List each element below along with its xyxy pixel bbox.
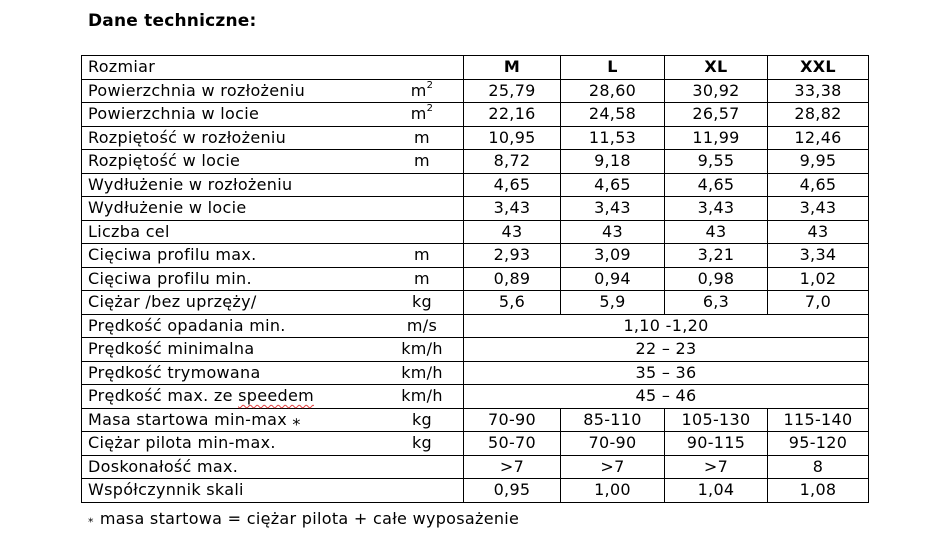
size-header-xxl: XXL — [768, 56, 869, 80]
table-row — [82, 150, 869, 174]
spellcheck-word: speedem — [238, 386, 314, 405]
value-cell-xxl: 3,34 — [768, 244, 869, 268]
value-cell-xxl: 1,08 — [768, 479, 869, 503]
unit-superscript: 2 — [426, 103, 434, 114]
param-unit: kg — [411, 409, 433, 429]
header-label: Rozmiar — [88, 57, 156, 76]
table-row — [82, 338, 869, 362]
value-cell-xl: 90-115 — [665, 432, 768, 456]
param-unit: $m^2$ — [410, 103, 434, 123]
value-cell-m: 8,72 — [464, 150, 561, 174]
param-label: Ciężar pilota min-max. — [88, 433, 276, 452]
param-label: Powierzchnia w rozłożeniu — [88, 80, 306, 100]
table-row — [82, 479, 869, 503]
value-cell-l: 28,60 — [561, 79, 665, 103]
param-label: Masa startowa min-max ⁎ — [88, 409, 301, 429]
table-row — [82, 103, 869, 127]
value-cell-l: 4,65 — [561, 173, 665, 197]
value-cell-xxl: 7,0 — [768, 291, 869, 315]
value-cell-xxl: 8 — [768, 455, 869, 479]
footnote — [88, 509, 519, 528]
value-cell-xl: 3,21 — [665, 244, 768, 268]
value-cell-m: 25,79 — [464, 79, 561, 103]
value-cell-xl: >7 — [665, 455, 768, 479]
param-name-cell — [82, 479, 464, 503]
param-name-cell — [82, 267, 464, 291]
table-row — [82, 432, 869, 456]
param-label: Wydłużenie w locie — [88, 198, 247, 217]
value-cell-xxl: 115-140 — [768, 408, 869, 432]
param-label: Cięciwa profilu max. — [88, 245, 257, 264]
param-label: Wydłużenie w rozłożeniu — [88, 174, 293, 194]
value-cell-m: 0,89 — [464, 267, 561, 291]
value-cell-l: 1,00 — [561, 479, 665, 503]
value-cell-m: 50-70 — [464, 432, 561, 456]
table-header-row — [82, 56, 869, 80]
value-cell-l: 70-90 — [561, 432, 665, 456]
value-cell-l: 43 — [561, 220, 665, 244]
param-unit: m — [414, 151, 430, 170]
value-cell-l: 9,18 — [561, 150, 665, 174]
param-label: Prędkość minimalna — [88, 339, 255, 358]
table-row — [82, 385, 869, 409]
table-row — [82, 455, 869, 479]
param-name-cell — [82, 361, 464, 385]
value-cell-m: 5,6 — [464, 291, 561, 315]
param-name-cell — [82, 173, 464, 197]
size-header-l: L — [561, 56, 665, 80]
param-unit: m — [414, 268, 430, 288]
table-row — [82, 244, 869, 268]
merged-value-cell: 1,10 -1,20 — [464, 314, 869, 338]
param-unit: m/s — [406, 315, 438, 335]
value-cell-xl: 30,92 — [665, 79, 768, 103]
param-label: Prędkość trymowana — [88, 362, 261, 382]
value-cell-xxl: 43 — [768, 220, 869, 244]
value-cell-xl: 1,04 — [665, 479, 768, 503]
value-cell-m: >7 — [464, 455, 561, 479]
param-name-cell — [82, 126, 464, 150]
param-unit: km/h — [401, 386, 443, 405]
table-row — [82, 79, 869, 103]
param-label: Liczba cel — [88, 221, 170, 241]
table-row — [82, 173, 869, 197]
table-row — [82, 197, 869, 221]
table-row — [82, 267, 869, 291]
param-unit: km/h — [401, 339, 443, 358]
merged-value-cell: 45 – 46 — [464, 385, 869, 409]
value-cell-xl: 26,57 — [665, 103, 768, 127]
footnote-marker: ⁎ — [88, 512, 94, 525]
table-row — [82, 314, 869, 338]
value-cell-l: 11,53 — [561, 126, 665, 150]
param-name-cell — [82, 197, 464, 221]
param-label: Prędkość opadania min. — [88, 315, 286, 335]
value-cell-m: 2,93 — [464, 244, 561, 268]
param-name-cell — [82, 455, 464, 479]
value-cell-xxl: 9,95 — [768, 150, 869, 174]
merged-value-cell: 22 – 23 — [464, 338, 869, 362]
value-cell-xxl: 28,82 — [768, 103, 869, 127]
table-row — [82, 361, 869, 385]
value-cell-xxl: 12,46 — [768, 126, 869, 150]
param-name-cell — [82, 408, 464, 432]
table-row — [82, 220, 869, 244]
param-unit: m — [414, 245, 430, 264]
param-label: Współczynnik skali — [88, 480, 244, 499]
param-name-cell — [82, 338, 464, 362]
param-unit: kg — [411, 292, 433, 311]
size-header-xl: XL — [665, 56, 768, 80]
value-cell-xxl: 95-120 — [768, 432, 869, 456]
table-row — [82, 126, 869, 150]
param-name-cell — [82, 244, 464, 268]
value-cell-xl: 9,55 — [665, 150, 768, 174]
value-cell-l: 5,9 — [561, 291, 665, 315]
param-unit: km/h — [401, 362, 443, 382]
value-cell-xxl: 4,65 — [768, 173, 869, 197]
param-name-cell — [82, 103, 464, 127]
table-row — [82, 408, 869, 432]
param-name-cell — [82, 314, 464, 338]
value-cell-l: >7 — [561, 455, 665, 479]
footnote-text: masa startowa = ciężar pilota + całe wyposażenie — [99, 509, 520, 528]
param-label: Rozpiętość w locie — [88, 151, 241, 170]
table-row — [82, 291, 869, 315]
header-label-cell — [82, 56, 464, 80]
value-cell-l: 24,58 — [561, 103, 665, 127]
param-name-cell — [82, 150, 464, 174]
param-unit: $m^2$ — [410, 79, 434, 100]
value-cell-l: 0,94 — [561, 267, 665, 291]
merged-value-cell: 35 – 36 — [464, 361, 869, 385]
value-cell-l: 3,09 — [561, 244, 665, 268]
param-name-cell — [82, 291, 464, 315]
value-cell-xl: 0,98 — [665, 267, 768, 291]
param-label: Powierzchnia w locie — [88, 104, 260, 123]
param-label: Ciężar /bez uprzęży/ — [88, 292, 257, 311]
param-label: Doskonałość max. — [88, 456, 239, 476]
value-cell-l: 3,43 — [561, 197, 665, 221]
value-cell-m: 0,95 — [464, 479, 561, 503]
value-cell-xl: 11,99 — [665, 126, 768, 150]
value-cell-xl: 4,65 — [665, 173, 768, 197]
value-cell-xl: 43 — [665, 220, 768, 244]
value-cell-xxl: 33,38 — [768, 79, 869, 103]
param-unit: m — [414, 127, 430, 147]
value-cell-l: 85-110 — [561, 408, 665, 432]
value-cell-xl: 105-130 — [665, 408, 768, 432]
value-cell-xl: 3,43 — [665, 197, 768, 221]
page-title: Dane techniczne: — [88, 11, 257, 31]
value-cell-xl: 6,3 — [665, 291, 768, 315]
value-cell-m: 3,43 — [464, 197, 561, 221]
param-name-cell — [82, 79, 464, 103]
param-name-cell — [82, 220, 464, 244]
param-unit: kg — [411, 433, 433, 452]
param-label: Rozpiętość w rozłożeniu — [88, 127, 287, 147]
value-cell-m: 70-90 — [464, 408, 561, 432]
param-label: Cięciwa profilu min. — [88, 268, 252, 288]
spec-table — [81, 55, 869, 503]
value-cell-m: 22,16 — [464, 103, 561, 127]
value-cell-m: 4,65 — [464, 173, 561, 197]
size-header-m: M — [464, 56, 561, 80]
value-cell-m: 10,95 — [464, 126, 561, 150]
value-cell-xxl: 3,43 — [768, 197, 869, 221]
param-name-cell — [82, 432, 464, 456]
value-cell-xxl: 1,02 — [768, 267, 869, 291]
param-name-cell — [82, 385, 464, 409]
param-label: Prędkość max. ze speedem — [88, 386, 314, 405]
value-cell-m: 43 — [464, 220, 561, 244]
unit-superscript: 2 — [426, 79, 434, 91]
